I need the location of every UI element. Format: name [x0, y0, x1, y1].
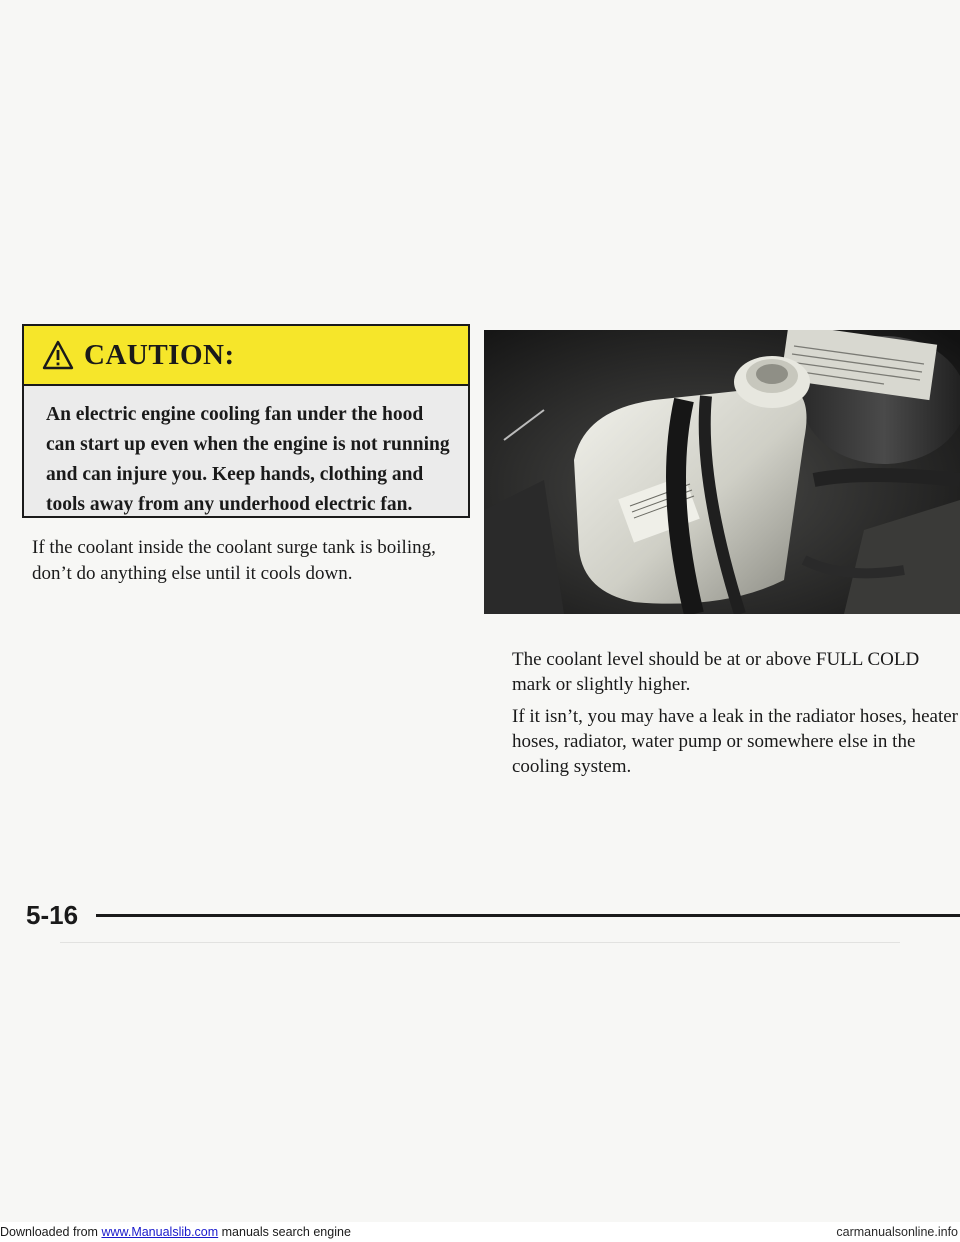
caution-title: CAUTION:: [84, 338, 235, 371]
faint-divider-rule: [60, 942, 900, 943]
coolant-level-paragraph: The coolant level should be at or above FULL COLD mark or slightly higher.: [512, 649, 920, 695]
footer-bar: [0, 1222, 960, 1242]
footer-watermark: carmanualsonline.info: [836, 1225, 958, 1239]
caution-body-text: An electric engine cooling fan under the hood can start up even when the engine is not running and can injure you. Keep hands, clothing and tools away from any underhood electric fan.: [24, 386, 468, 516]
coolant-surge-tank-illustration: [484, 330, 960, 614]
leak-warning-paragraph: If it isn’t, you may have a leak in the radiator hoses, heater hoses, radiator, water pump or somewhere else in the cooling system.: [512, 706, 958, 777]
footer-download-note: [0, 1222, 351, 1242]
boiling-coolant-paragraph: If the coolant inside the coolant surge tank is boiling, don’t do anything else until it cools down.: [32, 537, 436, 584]
caution-header: [24, 326, 468, 386]
footer-prefix: Downloaded from: [0, 1225, 102, 1239]
page-number: 5-16: [26, 900, 79, 930]
page-divider-rule: [96, 914, 960, 917]
footer-suffix: manuals search engine: [218, 1225, 351, 1239]
manualslib-link[interactable]: www.Manualslib.com: [101, 1225, 219, 1239]
coolant-surge-tank-photo: [484, 330, 960, 614]
caution-box: [22, 324, 470, 518]
warning-triangle-icon: [42, 340, 74, 370]
